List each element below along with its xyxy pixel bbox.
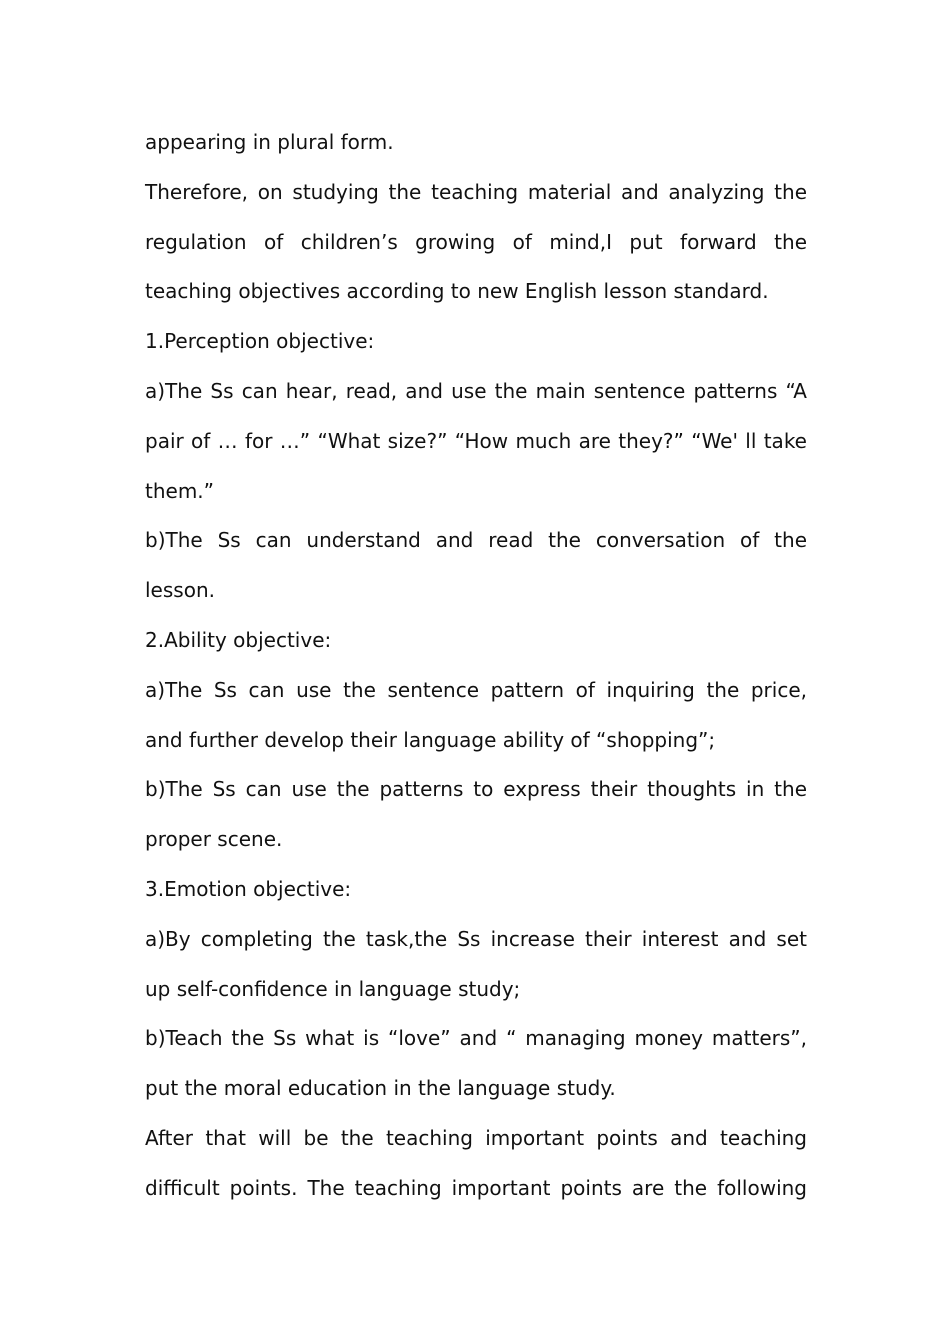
- text-line: b)Teach the Ss what is “love” and “ managing money matters”,: [145, 1026, 807, 1051]
- text-line: regulation of children’s growing of mind,I put forward the: [145, 229, 807, 254]
- text-line: b)The Ss can use the patterns to express their thoughts in the: [145, 777, 807, 802]
- text-line: them.”: [145, 478, 215, 503]
- text-line: and further develop their language ability of “shopping”;: [145, 727, 716, 752]
- document-body: [145, 118, 807, 1214]
- text-line: After that will be the teaching important points and teaching: [145, 1125, 807, 1150]
- text-line: put the moral education in the language study.: [145, 1076, 616, 1101]
- text-line: a)By completing the task,the Ss increase their interest and set: [145, 926, 807, 951]
- text-line: Therefore, on studying the teaching material and analyzing the: [145, 179, 807, 204]
- text-line: up self-confidence in language study;: [145, 976, 521, 1001]
- text-line: a)The Ss can use the sentence pattern of inquiring the price,: [145, 677, 807, 702]
- text-line: appearing in plural form.: [145, 130, 394, 154]
- text-line: teaching objectives according to new English lesson standard.: [145, 279, 769, 304]
- section-heading: 3.Emotion objective:: [145, 876, 352, 901]
- text-line: proper scene.: [145, 827, 283, 852]
- text-line: difficult points. The teaching important points are the following: [145, 1175, 807, 1200]
- text-line: a)The Ss can hear, read, and use the main sentence patterns “A: [145, 378, 807, 403]
- section-heading: 1.Perception objective:: [145, 329, 375, 354]
- text-line: b)The Ss can understand and read the conversation of the: [145, 528, 807, 553]
- text-line: lesson.: [145, 578, 215, 603]
- section-heading: 2.Ability objective:: [145, 627, 332, 652]
- text-line: pair of … for …” “What size?” “How much are they?” “We' ll take: [145, 428, 807, 453]
